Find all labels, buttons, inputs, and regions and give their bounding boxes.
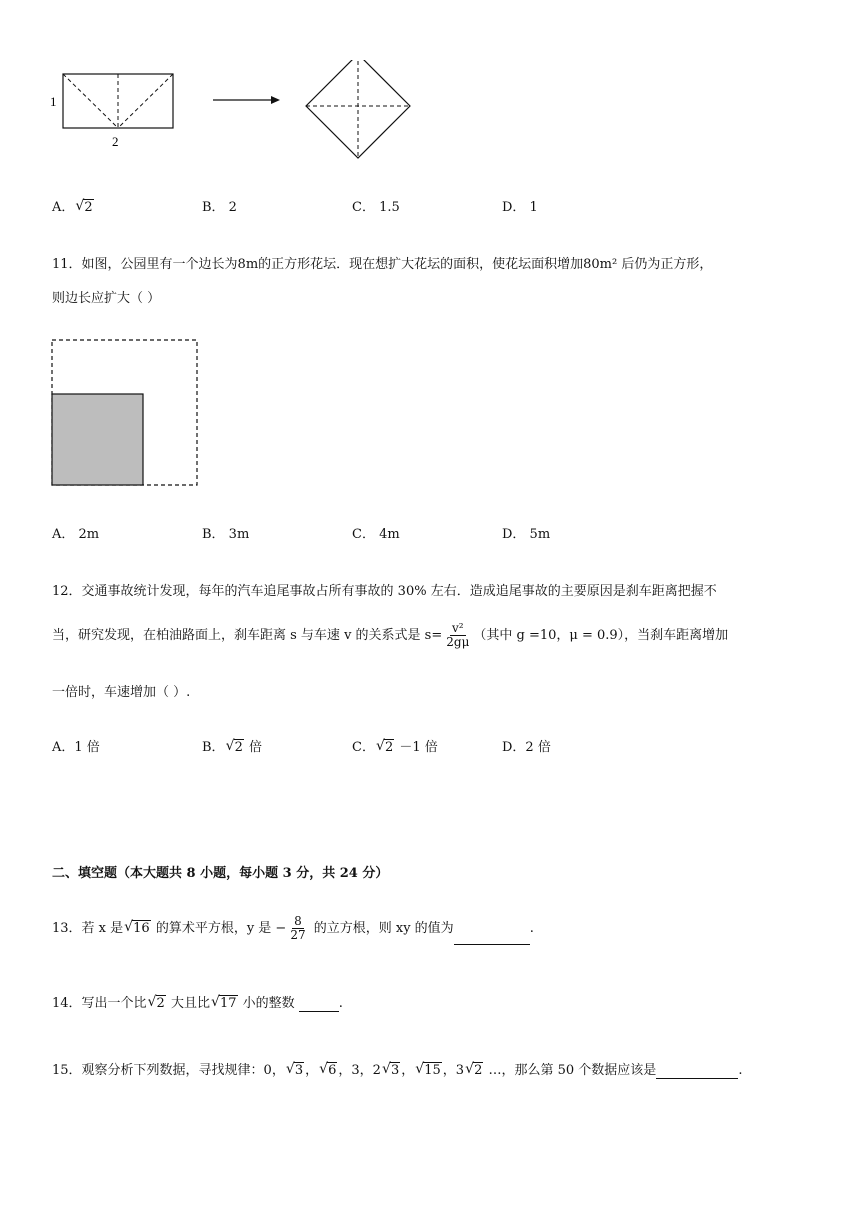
- q10-option-a-prefix: A．: [52, 200, 75, 215]
- q15-sep3: ，: [401, 1063, 415, 1078]
- q12-frac-den: 2gμ: [446, 635, 470, 649]
- q11-option-b: B． 3m: [202, 527, 250, 542]
- q11-option-d: D． 5m: [502, 527, 551, 542]
- q13-fraction: [288, 915, 307, 942]
- q12-option-c-prefix: C．: [352, 740, 375, 755]
- q12-line2: [52, 621, 728, 651]
- q10-label-bottom: 2: [112, 134, 119, 149]
- q12-option-c-suffix: －1 倍: [395, 740, 438, 755]
- q14-radicand1: 2: [156, 996, 165, 1011]
- q15-sep4: ，3: [442, 1063, 465, 1078]
- q13-part3: 的立方根，则 xy 的值为: [309, 921, 454, 936]
- q10-label-side: 1: [50, 94, 57, 109]
- q11-line1: 11．如图，公园里有一个边长为8m的正方形花坛．现在想扩大花坛的面积，使花坛面积增加80m² 后仍为正方形，: [52, 257, 713, 272]
- q10-fold-figure: [40, 60, 440, 170]
- q12-option-c-radicand: 2: [384, 740, 394, 755]
- q11-option-a: A． 2m: [52, 527, 100, 542]
- q13-end: .: [529, 921, 534, 936]
- q15-line: [52, 1059, 742, 1079]
- q15-part2: …，那么第 50 个数据应该是: [484, 1063, 657, 1078]
- q15-radicand4: 15: [424, 1063, 441, 1078]
- q15-radicand3: 3: [390, 1063, 400, 1078]
- q14-end: .: [338, 996, 343, 1011]
- q12-line2-post: （其中 g =10，μ = 0.9），当刹车距离增加: [473, 628, 729, 643]
- q13-frac-den: 27: [290, 928, 306, 942]
- q12-formula-fraction: [444, 622, 471, 649]
- q14-radicand2: 17: [219, 996, 237, 1011]
- q14-part3: 小的整数: [238, 996, 299, 1011]
- q14-line: [52, 992, 343, 1012]
- q15-radicand5: 2: [474, 1063, 483, 1078]
- q15-end: .: [738, 1063, 743, 1078]
- q15-radicand1: 3: [294, 1063, 304, 1078]
- q10-option-a-radicand: 2: [84, 200, 93, 215]
- q12-line1: 12．交通事故统计发现，每年的汽车追尾事故占所有事故的 30% 左右．造成追尾事故的主要原因是刹车距离把握不: [52, 584, 717, 599]
- arrow-head-icon: [271, 96, 280, 104]
- q14-part2: 大且比: [166, 996, 210, 1011]
- q14-answer-blank[interactable]: [299, 996, 339, 1012]
- q15-answer-blank[interactable]: [656, 1063, 738, 1079]
- q12-option-d: D．2 倍: [502, 740, 551, 755]
- q12-line3: 一倍时，车速增加（ ）.: [52, 685, 191, 700]
- q13-frac-num: 8: [294, 913, 302, 928]
- q10-option-b: B． 2: [202, 200, 237, 215]
- q10-option-a: [52, 196, 95, 215]
- q12-option-b: [202, 736, 262, 755]
- q10-option-d: D． 1: [502, 200, 538, 215]
- q15-radicand2: 6: [328, 1063, 337, 1078]
- q12-option-a: A．1 倍: [52, 740, 100, 755]
- q13-part2: 的算术平方根，y 是 −: [151, 921, 287, 936]
- q12-option-b-radicand: 2: [234, 740, 243, 755]
- q12-option-b-prefix: B．: [202, 740, 225, 755]
- q14-part1: 14．写出一个比: [52, 996, 147, 1011]
- q15-sep1: ，: [305, 1063, 319, 1078]
- q12-option-c: [352, 736, 438, 755]
- section2-title: 二、填空题（本大题共 8 小题，每小题 3 分，共 24 分）: [52, 866, 389, 881]
- q11-line2: 则边长应扩大（ ）: [52, 291, 161, 306]
- q13-part1: 13．若 x 是: [52, 921, 124, 936]
- q10-option-c: C． 1.5: [352, 200, 400, 215]
- q12-line2-pre: 当，研究发现，在柏油路面上，刹车距离 s 与车速 v 的关系式是 s=: [52, 628, 443, 643]
- q13-radicand: 16: [133, 921, 150, 936]
- q13-answer-blank[interactable]: [454, 914, 530, 945]
- q15-part1: 15．观察分析下列数据，寻找规律：0，: [52, 1063, 285, 1078]
- q11-square-figure: [50, 338, 202, 488]
- q12-frac-num: v²: [452, 620, 464, 635]
- q11-option-c: C． 4m: [352, 527, 400, 542]
- q13-line: [52, 914, 534, 945]
- q15-sep2: ，3，2: [338, 1063, 381, 1078]
- q12-option-b-suffix: 倍: [244, 740, 262, 755]
